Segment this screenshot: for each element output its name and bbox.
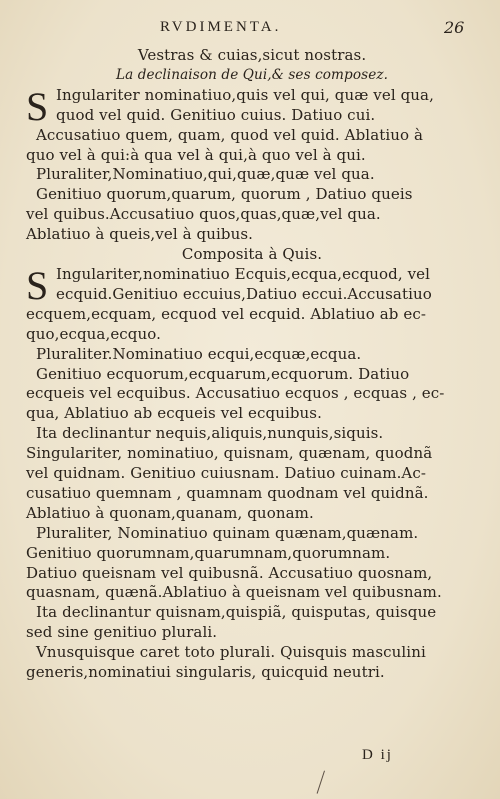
text-line: Vestras & cuias,sicut nostras. (137, 46, 367, 64)
drop-cap: S (26, 262, 49, 308)
section-title: La declinaison de Qui,& ses composez. (115, 66, 389, 83)
text-line: Ita declinantur quisnam,quispiã, quisputas, quisque (36, 603, 437, 622)
running-title: RVDIMENTA. (160, 19, 282, 35)
paragraph-ecquis (26, 262, 478, 308)
text-line: Genitiuo ecquorum,ecquarum,ecquorum. Datiuo (36, 364, 410, 383)
signature-mark: D ij (362, 747, 393, 763)
text-line: ecquid.Genitiuo eccuius,Datiuo eccui.Accusatiuo (56, 284, 432, 303)
text-line: Ingulariter nominatiuo,quis vel qui, quæ vel qua, (56, 85, 434, 104)
text-line: cusatiuo quemnam , quamnam quodnam vel quidnã. (26, 483, 429, 502)
text-line: sed sine genitiuo plurali. (26, 623, 218, 642)
text-line: vel quidnam. Genitiuo cuiusnam. Datiuo cuinam.Ac- (26, 464, 427, 483)
text-line: vel quibus.Accusatiuo quos,quas,quæ,vel qua. (26, 205, 381, 224)
text-line: quod vel quid. Genitiuo cuius. Datiuo cui. (56, 105, 376, 124)
paragraph-quis (26, 83, 478, 129)
text-line: quo vel à qui:à qua vel à qui,à quo vel à qui. (26, 145, 366, 164)
text-line: Vnusquisque caret toto plurali. Quisquis masculini (36, 643, 426, 662)
text-line: Ingulariter,nominatiuo Ecquis,ecqua,ecquod, vel (56, 264, 431, 283)
text-line: quasnam, quænã.Ablatiuo à queisnam vel quibusnam. (26, 583, 442, 602)
drop-cap: S (26, 83, 49, 129)
text-line: Pluraliter, Nominatiuo quinam quænam,quænam. (36, 523, 419, 542)
drop-body (56, 86, 478, 126)
text-line: qua, Ablatiuo ab ecqueis vel ecquibus. (26, 404, 322, 423)
text-line: Ablatiuo à queis,vel à quibus. (26, 225, 253, 244)
text-line: Datiuo queisnam vel quibusnã. Accusatiuo quosnam, (26, 563, 433, 582)
page-header (0, 17, 500, 41)
page-text (26, 46, 478, 683)
composita-title: Composita à Quis. (181, 245, 323, 264)
text-line: ecquem,ecquam, ecquod vel ecquid. Ablatiuo ab ec- (26, 304, 427, 323)
text-line: Pluraliter.Nominatiuo ecqui,ecquæ,ecqua. (36, 344, 362, 363)
page-number: 26 (444, 18, 465, 37)
text-line: Accusatiuo quem, quam, quod vel quid. Ablatiuo à (36, 125, 424, 144)
text-line: Genitiuo quorumnam,quarumnam,quorumnam. (26, 543, 391, 562)
text-line: ecqueis vel ecquibus. Accusatiuo ecquos , ecquas , ec- (26, 384, 445, 403)
text-line: Ita declinantur nequis,aliquis,nunquis,siquis. (36, 424, 384, 443)
text-line: Ablatiuo à quonam,quanam, quonam. (26, 503, 314, 522)
pen-stroke (317, 771, 337, 798)
text-line: generis,nominatiui singularis, quicquid neutri. (26, 663, 385, 682)
text-line: quo,ecqua,ecquo. (26, 324, 161, 343)
text-line: Singulariter, nominatiuo, quisnam, quænam, quodnã (26, 444, 433, 463)
text-line: Pluraliter,Nominatiuo,qui,quæ,quæ vel qua. (36, 165, 375, 184)
text-line: Genitiuo quorum,quarum, quorum , Datiuo queis (36, 185, 413, 204)
drop-body (56, 265, 478, 305)
